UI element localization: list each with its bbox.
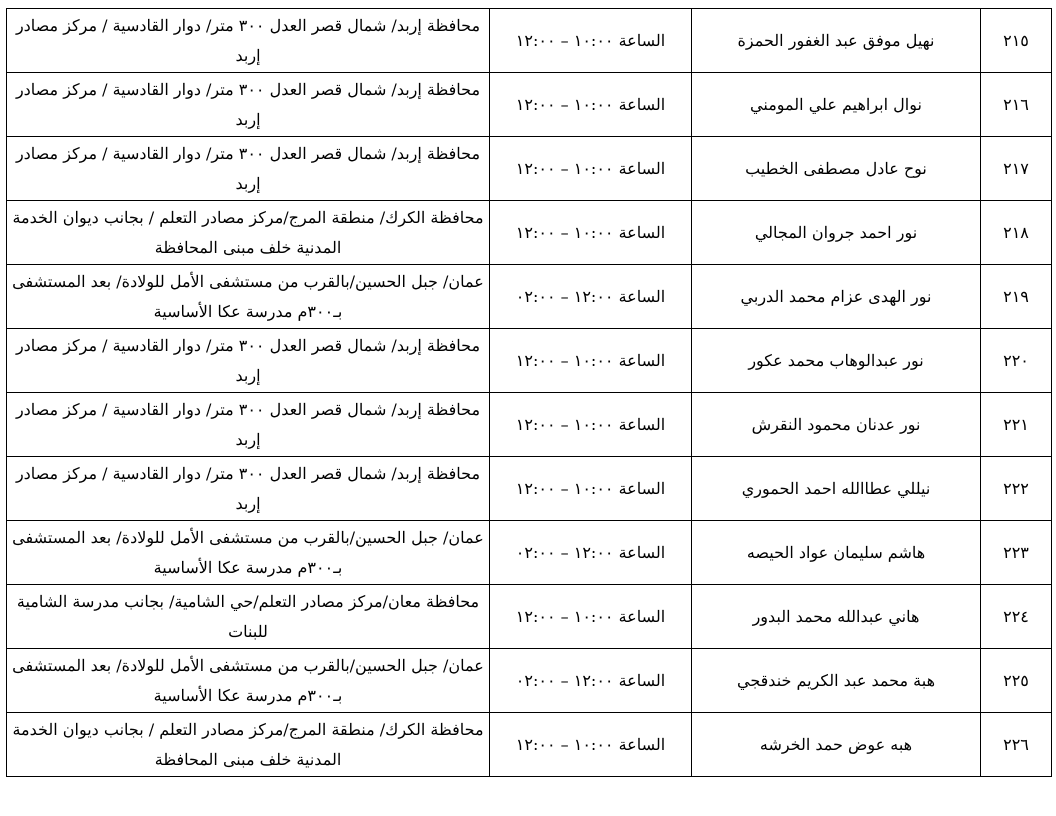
number-cell: ٢١٨ — [981, 201, 1052, 265]
table-row — [7, 649, 1052, 713]
table-row — [7, 521, 1052, 585]
time-cell: الساعة ١٠:٠٠ – ١٢:٠٠ — [490, 713, 692, 777]
location-text: عمان/ جبل الحسين/بالقرب من مستشفى الأمل للولادة/ بعد المستشفى بـ٣٠٠م مدرسة عكا الأساسية — [12, 527, 484, 577]
location-text: عمان/ جبل الحسين/بالقرب من مستشفى الأمل للولادة/ بعد المستشفى بـ٣٠٠م مدرسة عكا الأساسية — [12, 271, 484, 321]
name-cell: نور عدنان محمود النقرش — [692, 393, 981, 457]
name-cell: نور احمد جروان المجالي — [692, 201, 981, 265]
name-cell: نوال ابراهيم علي المومني — [692, 73, 981, 137]
number-cell: ٢١٥ — [981, 9, 1052, 73]
name-cell: هبة محمد عبد الكريم خندقجي — [692, 649, 981, 713]
location-cell — [7, 329, 490, 393]
time-cell: الساعة ١٠:٠٠ – ١٢:٠٠ — [490, 329, 692, 393]
table-row — [7, 137, 1052, 201]
exam-schedule-table — [6, 8, 1052, 777]
number-cell: ٢٢١ — [981, 393, 1052, 457]
table-row — [7, 73, 1052, 137]
location-cell — [7, 73, 490, 137]
name-cell: نور الهدى عزام محمد الدربي — [692, 265, 981, 329]
name-cell: هاشم سليمان عواد الحيصه — [692, 521, 981, 585]
name-cell: هاني عبدالله محمد البدور — [692, 585, 981, 649]
table-row — [7, 713, 1052, 777]
location-cell — [7, 201, 490, 265]
number-cell: ٢١٩ — [981, 265, 1052, 329]
location-text: عمان/ جبل الحسين/بالقرب من مستشفى الأمل للولادة/ بعد المستشفى بـ٣٠٠م مدرسة عكا الأساسية — [12, 655, 484, 705]
table-row — [7, 201, 1052, 265]
location-text: محافظة الكرك/ منطقة المرج/مركز مصادر التعلم / بجانب ديوان الخدمة المدنية خلف مبنى المحافظة — [12, 719, 484, 769]
name-cell: نهيل موفق عبد الغفور الحمزة — [692, 9, 981, 73]
location-cell — [7, 713, 490, 777]
location-text: محافظة إربد/ شمال قصر العدل ٣٠٠ متر/ دوار القادسية / مركز مصادر إربد — [15, 143, 481, 193]
location-text: محافظة إربد/ شمال قصر العدل ٣٠٠ متر/ دوار القادسية / مركز مصادر إربد — [15, 15, 481, 65]
location-cell — [7, 137, 490, 201]
time-cell: الساعة ١٠:٠٠ – ١٢:٠٠ — [490, 137, 692, 201]
table-row — [7, 265, 1052, 329]
name-cell: نوح عادل مصطفى الخطيب — [692, 137, 981, 201]
number-cell: ٢١٧ — [981, 137, 1052, 201]
number-cell: ٢٢٦ — [981, 713, 1052, 777]
location-cell — [7, 393, 490, 457]
time-cell: الساعة ١٢:٠٠ – ٠٢:٠٠ — [490, 265, 692, 329]
table-row — [7, 329, 1052, 393]
time-cell: الساعة ١٠:٠٠ – ١٢:٠٠ — [490, 457, 692, 521]
number-cell: ٢٢٥ — [981, 649, 1052, 713]
time-cell: الساعة ١٠:٠٠ – ١٢:٠٠ — [490, 9, 692, 73]
number-cell: ٢١٦ — [981, 73, 1052, 137]
location-text: محافظة إربد/ شمال قصر العدل ٣٠٠ متر/ دوار القادسية / مركز مصادر إربد — [15, 335, 481, 385]
name-cell: هبه عوض حمد الخرشه — [692, 713, 981, 777]
location-cell — [7, 521, 490, 585]
table-row — [7, 9, 1052, 73]
time-cell: الساعة ١٠:٠٠ – ١٢:٠٠ — [490, 393, 692, 457]
number-cell: ٢٢٤ — [981, 585, 1052, 649]
time-cell: الساعة ١٢:٠٠ – ٠٢:٠٠ — [490, 649, 692, 713]
number-cell: ٢٢٢ — [981, 457, 1052, 521]
name-cell: نيللي عطاالله احمد الحموري — [692, 457, 981, 521]
location-cell — [7, 649, 490, 713]
location-text: محافظة معان/مركز مصادر التعلم/حي الشامية/ بجانب مدرسة الشامية للبنات — [16, 591, 480, 641]
time-cell: الساعة ١٠:٠٠ – ١٢:٠٠ — [490, 585, 692, 649]
location-text: محافظة إربد/ شمال قصر العدل ٣٠٠ متر/ دوار القادسية / مركز مصادر إربد — [15, 399, 481, 449]
location-cell — [7, 457, 490, 521]
time-cell: الساعة ١٢:٠٠ – ٠٢:٠٠ — [490, 521, 692, 585]
location-cell — [7, 9, 490, 73]
number-cell: ٢٢٠ — [981, 329, 1052, 393]
table-row — [7, 585, 1052, 649]
table-row — [7, 393, 1052, 457]
location-text: محافظة الكرك/ منطقة المرج/مركز مصادر التعلم / بجانب ديوان الخدمة المدنية خلف مبنى المحافظة — [12, 207, 484, 257]
location-text: محافظة إربد/ شمال قصر العدل ٣٠٠ متر/ دوار القادسية / مركز مصادر إربد — [15, 79, 481, 129]
location-cell — [7, 585, 490, 649]
number-cell: ٢٢٣ — [981, 521, 1052, 585]
location-cell — [7, 265, 490, 329]
table-row — [7, 457, 1052, 521]
name-cell: نور عبدالوهاب محمد عكور — [692, 329, 981, 393]
time-cell: الساعة ١٠:٠٠ – ١٢:٠٠ — [490, 201, 692, 265]
time-cell: الساعة ١٠:٠٠ – ١٢:٠٠ — [490, 73, 692, 137]
location-text: محافظة إربد/ شمال قصر العدل ٣٠٠ متر/ دوار القادسية / مركز مصادر إربد — [15, 463, 481, 513]
